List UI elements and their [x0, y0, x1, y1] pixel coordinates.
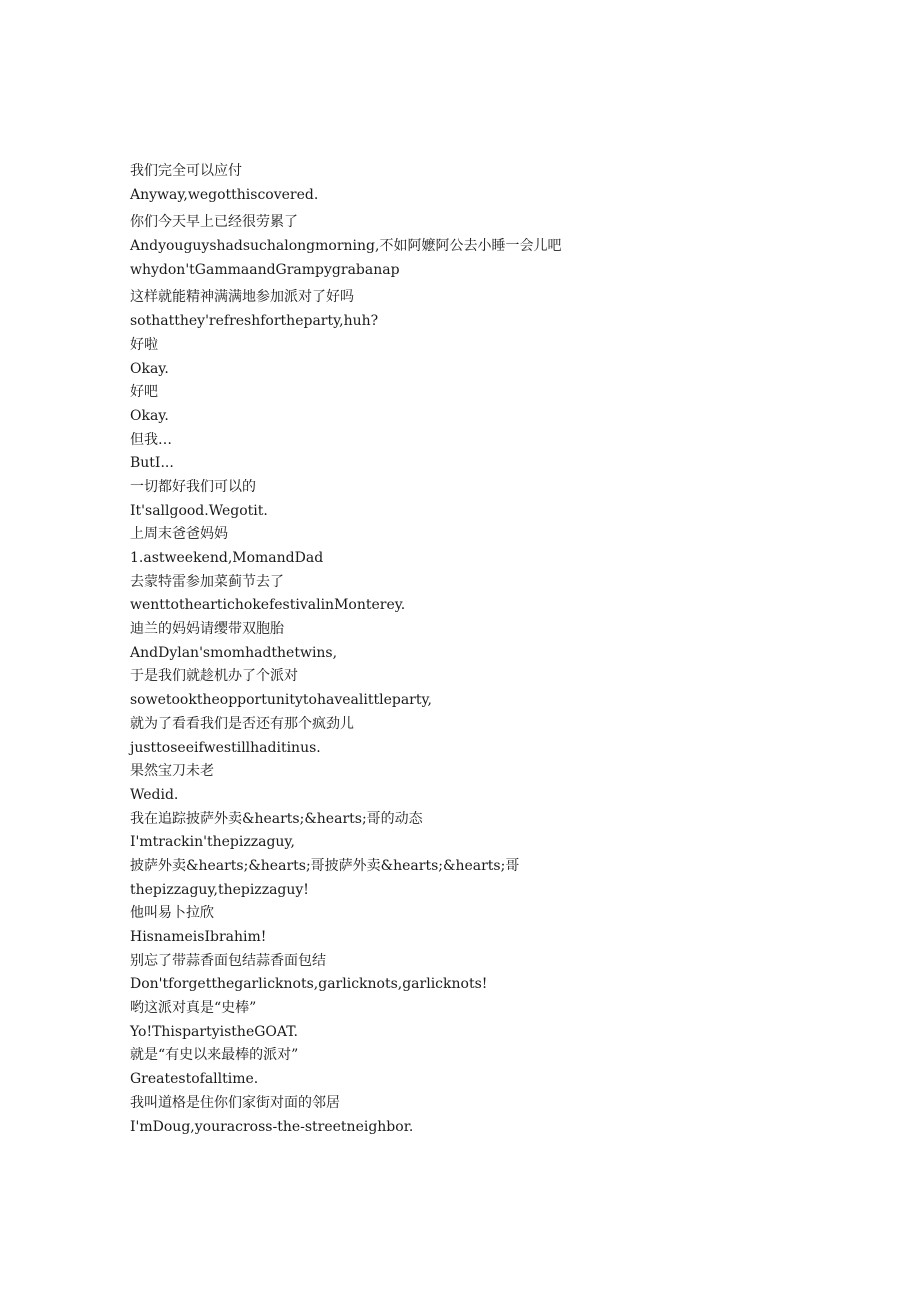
- text-line-en: whydon'tGammaandGrampygrabanap: [130, 261, 400, 278]
- text-line-en: Okay.: [130, 360, 169, 377]
- text-line-zh: 就为了看看我们是否还有那个疯劲儿: [130, 715, 354, 732]
- text-line-en: Yo!ThispartyistheGOAT.: [130, 1023, 298, 1040]
- text-line-en: wenttotheartichokefestivalinMonterey.: [130, 597, 406, 614]
- text-line-zh: 好吧: [130, 384, 158, 401]
- text-line-en: sothatthey'refreshfortheparty,huh?: [130, 313, 379, 330]
- text-line-zh: 就是“有史以来最棒的派对”: [130, 1047, 299, 1064]
- text-line-en: 1.astweekend,MomandDad: [130, 550, 324, 566]
- text-line-zh: 这样就能精神满满地参加派对了好吗: [130, 289, 354, 306]
- text-line-zh: 好啦: [130, 336, 158, 353]
- text-line-zh: 于是我们就趁机办了个派对: [130, 668, 298, 685]
- text-line-zh: 但我…: [130, 431, 172, 448]
- text-line-zh: 去蒙特雷参加菜蓟节去了: [130, 573, 284, 590]
- text-line-zh: 披萨外卖&hearts;&hearts;哥披萨外卖&hearts;&hearts;哥: [130, 857, 520, 874]
- text-line-zh: 一切都好我们可以的: [130, 478, 256, 495]
- text-line-zh: 你们今天早上已经很劳累了: [130, 214, 298, 231]
- text-line-en: Andyouguyshadsuchalongmorning,不如阿嬷阿公去小睡一会儿吧: [130, 238, 562, 255]
- text-line-zh: 他叫易卜拉欣: [130, 905, 214, 922]
- text-line-en: ButI...: [130, 455, 174, 472]
- text-line-zh: 迪兰的妈妈请缨带双胞胎: [130, 621, 284, 638]
- text-line-en: Wedid.: [130, 786, 179, 803]
- text-line-zh: 果然宝刀未老: [130, 763, 214, 780]
- text-line-en: I'mDoug,youracross-the-streetneighbor.: [130, 1118, 414, 1135]
- text-line-zh: 我叫道格是住你们家街对面的邻居: [130, 1094, 340, 1111]
- text-line-en: Greatestofalltime.: [130, 1071, 259, 1088]
- text-line-en: Don'tforgetthegarlicknots,garlicknots,garlicknots!: [130, 976, 488, 993]
- text-line-en: Anyway,wegotthiscovered.: [130, 186, 319, 203]
- text-line-zh: 上周末爸爸妈妈: [130, 526, 228, 543]
- text-line-en: sowetooktheopportunitytohavealittleparty,: [130, 692, 432, 709]
- text-line-zh: 我们完全可以应付: [130, 163, 242, 179]
- subtitle-transcript: [130, 160, 830, 1139]
- text-line-en: HisnameisIbrahim!: [130, 929, 267, 945]
- text-line-en: I'mtrackin'thepizzaguy,: [130, 834, 295, 851]
- text-line-zh: 哟这派对真是“史棒”: [130, 1000, 257, 1017]
- text-line-en: It'sallgood.Wegotit.: [130, 502, 268, 519]
- text-line-en: AndDylan'smomhadthetwins,: [130, 644, 338, 661]
- text-line-zh: 我在追踪披萨外卖&hearts;&hearts;哥的动态: [130, 810, 423, 827]
- text-line-en: Okay.: [130, 407, 169, 424]
- text-line-en: thepizzaguy,thepizzaguy!: [130, 881, 309, 898]
- text-line-en: justtoseeifwestillhaditinus.: [130, 739, 321, 756]
- text-line-zh: 别忘了带蒜香面包结蒜香面包结: [130, 952, 326, 969]
